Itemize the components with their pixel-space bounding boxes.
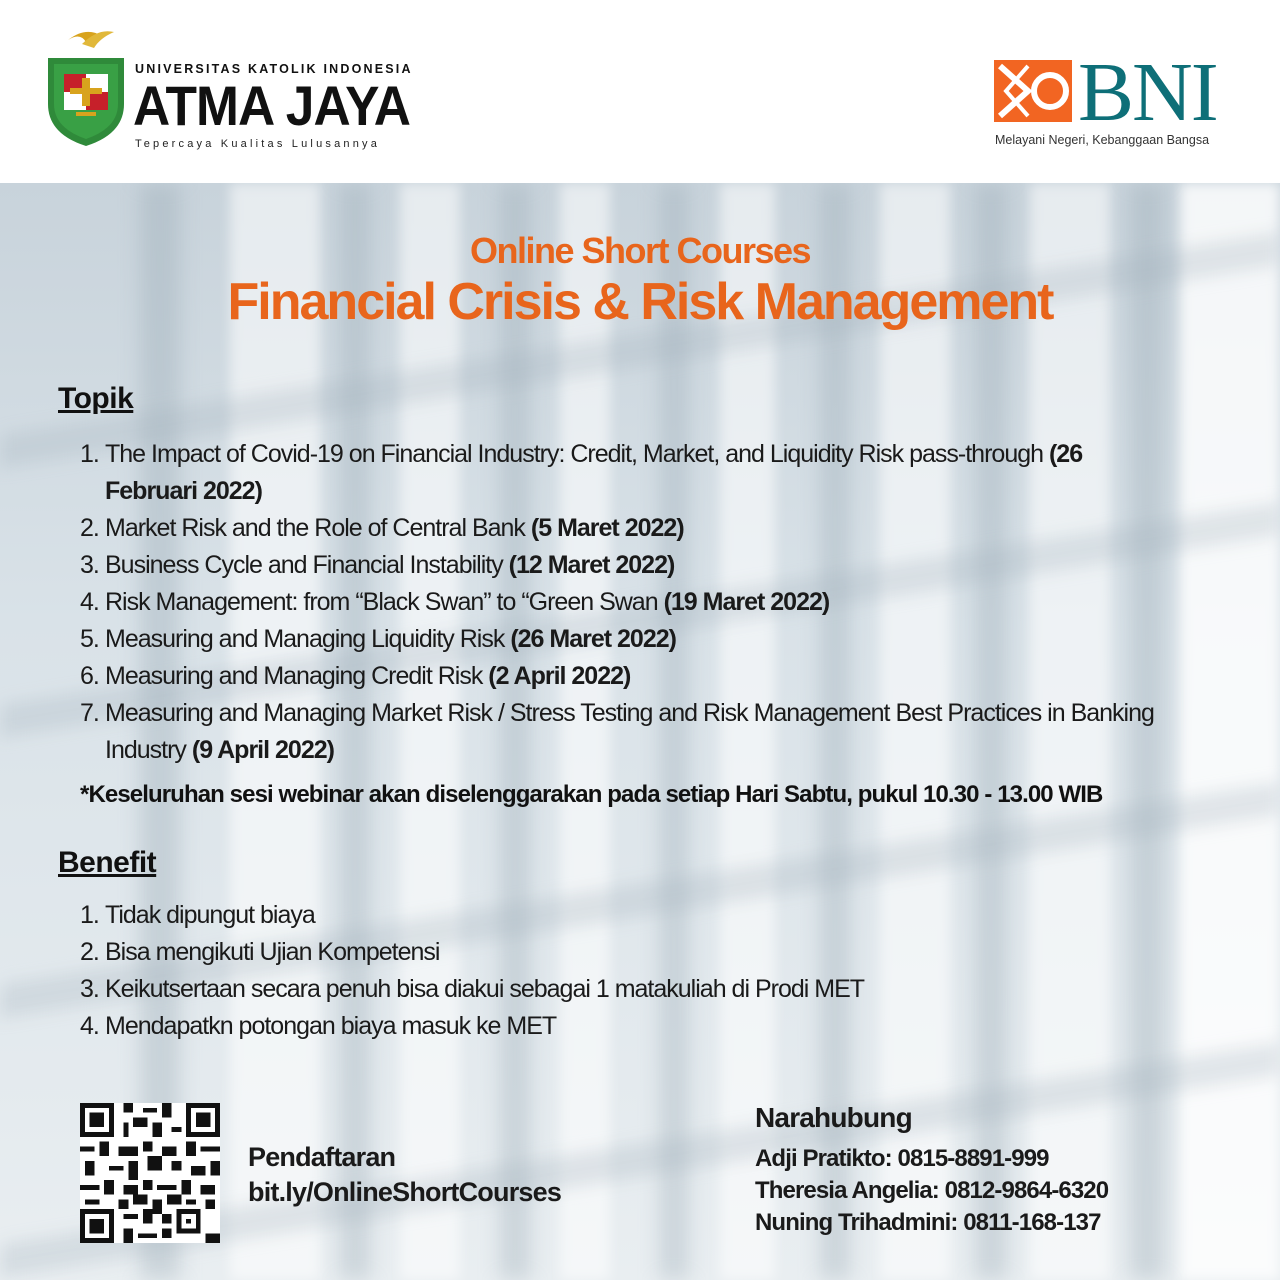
registration-label: Pendaftaran	[248, 1142, 396, 1172]
topik-list	[80, 436, 1170, 769]
list-number: 2.	[80, 514, 99, 542]
benefit-text: Keikutsertaan secara penuh bisa diakui sebagai 1 matakuliah di Prodi MET	[105, 975, 865, 1003]
topic-date: (26 Maret 2022)	[510, 625, 676, 653]
list-number: 6.	[80, 662, 99, 690]
list-item	[80, 897, 1080, 934]
qr-code-icon[interactable]	[80, 1103, 220, 1243]
list-item	[80, 934, 1080, 971]
list-item	[80, 971, 1080, 1008]
university-subtitle: UNIVERSITAS KATOLIK INDONESIA	[135, 62, 413, 76]
list-number: 3.	[80, 975, 99, 1003]
topic-text: Business Cycle and Financial Instability	[105, 551, 509, 579]
topic-date: (19 Maret 2022)	[663, 588, 830, 616]
registration-block	[248, 1140, 561, 1210]
list-number: 2.	[80, 938, 99, 966]
topic-date: (2 April 2022)	[488, 662, 631, 690]
university-name: ATMA JAYA	[133, 74, 411, 137]
list-number: 4.	[80, 588, 99, 616]
benefit-text: Bisa mengikuti Ujian Kompetensi	[105, 938, 440, 966]
benefit-heading: Benefit	[58, 846, 157, 879]
topic-date: (9 April 2022)	[191, 736, 334, 764]
bni-tagline: Melayani Negeri, Kebanggaan Bangsa	[995, 133, 1210, 147]
contact-person: Adji Pratikto: 0815-8891-999	[755, 1145, 1049, 1172]
benefit-text: Tidak dipungut biaya	[105, 901, 315, 929]
topik-heading: Topik	[58, 382, 134, 415]
topic-text: Measuring and Managing Credit Risk	[105, 662, 489, 690]
list-item	[80, 621, 1170, 658]
contact-person: Theresia Angelia: 0812-9864-6320	[755, 1177, 1109, 1204]
list-item	[80, 436, 1170, 510]
benefit-list	[80, 897, 1080, 1045]
topic-text: The Impact of Covid-19 on Financial Industry: Credit, Market, and Liquidity Risk pass-through	[105, 440, 1049, 468]
university-tagline: Tepercaya Kualitas Lulusannya	[135, 138, 381, 150]
list-item	[80, 658, 1170, 695]
contact-person: Nuning Trihadmini: 0811-168-137	[755, 1209, 1101, 1236]
contact-list	[755, 1143, 1108, 1239]
list-number: 1.	[80, 901, 99, 929]
list-number: 3.	[80, 551, 99, 579]
list-item	[80, 584, 1170, 621]
list-number: 4.	[80, 1012, 99, 1040]
topic-date: (5 Maret 2022)	[530, 514, 684, 542]
list-number: 1.	[80, 440, 99, 468]
list-number: 5.	[80, 625, 99, 653]
list-item	[80, 695, 1170, 769]
schedule-note: *Keseluruhan sesi webinar akan diselenggarakan pada setiap Hari Sabtu, pukul 10.30 - 13.00 WIB	[80, 781, 1103, 808]
benefit-text: Mendapatkn potongan biaya masuk ke MET	[105, 1012, 557, 1040]
registration-link[interactable]: bit.ly/OnlineShortCourses	[248, 1177, 562, 1207]
topic-text: Market Risk and the Role of Central Bank	[105, 514, 531, 542]
topic-date: (26 Februari 2022)	[105, 440, 1083, 505]
bni-wordmark: BNI	[1078, 46, 1217, 139]
list-item	[80, 547, 1170, 584]
contact-heading: Narahubung	[755, 1102, 912, 1133]
list-item	[80, 510, 1170, 547]
topic-date: (12 Maret 2022)	[508, 551, 675, 579]
list-item	[80, 1008, 1080, 1045]
university-crest-icon	[46, 26, 126, 148]
topic-text: Measuring and Managing Market Risk / Stress Testing and Risk Management Best Practices in Banking Industry	[105, 699, 1154, 764]
topic-text: Measuring and Managing Liquidity Risk	[105, 625, 511, 653]
list-number: 7.	[80, 699, 99, 727]
title-line-1: Online Short Courses	[469, 230, 811, 271]
topic-text: Risk Management: from “Black Swan” to “Green Swan	[105, 588, 664, 616]
title-line-2: Financial Crisis & Risk Management	[227, 273, 1053, 331]
bni-mark-icon	[994, 60, 1072, 122]
